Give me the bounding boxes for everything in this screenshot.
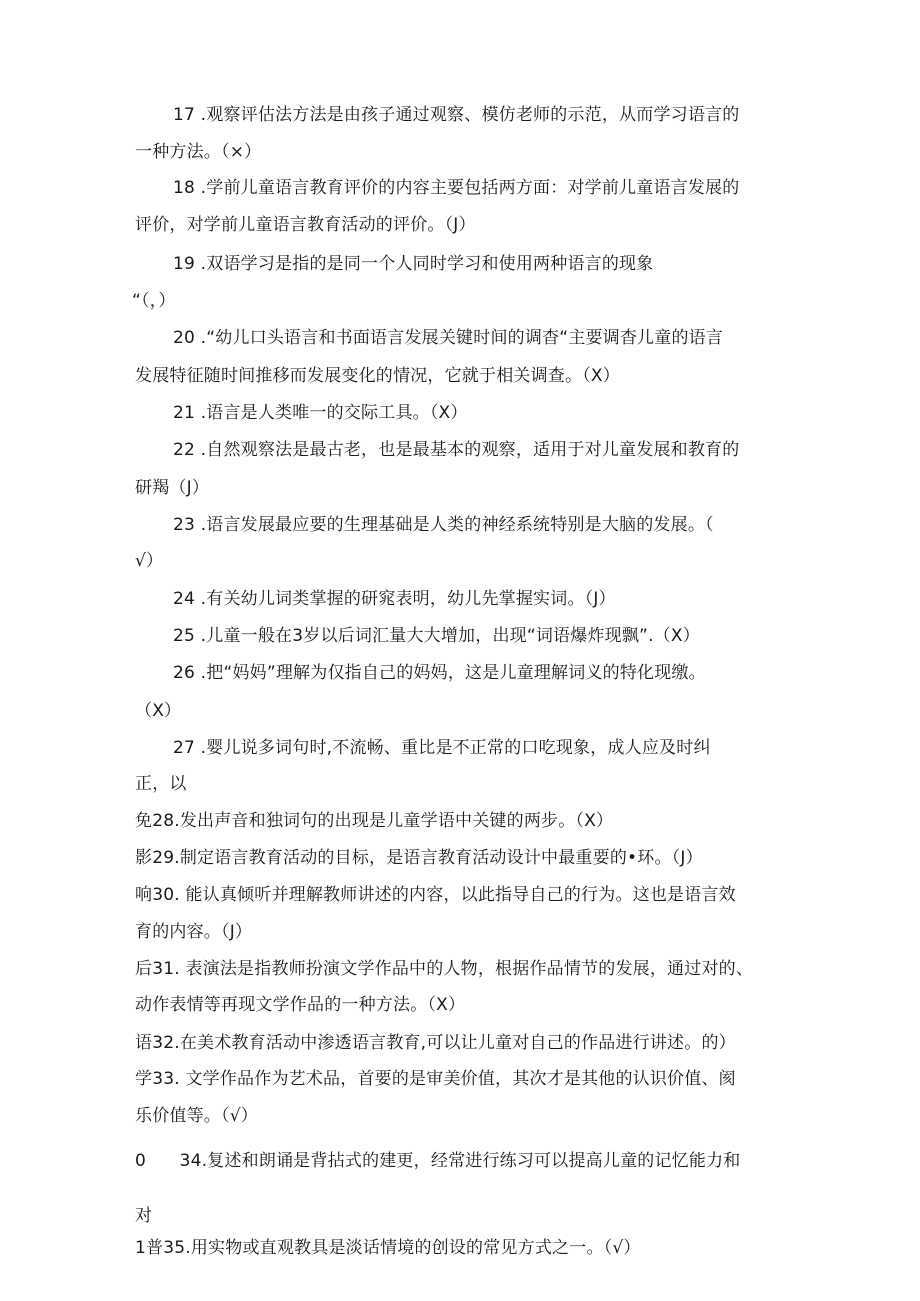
- item-24-line-1: 24 .有关幼儿词类掌握的研窕表明，幼儿先掌握实词。（J）: [173, 589, 616, 609]
- item-21-line-1: 21 .语言是人类唯一的交际工具。（X）: [173, 403, 468, 423]
- item-23-line-1: 23 .语言发展最应要的生理基础是人类的神经系统特别是大脑的发展。（: [173, 515, 714, 535]
- item-32-line-1: 语32.在美术教育活动中渗透语言教育,可以让儿童对自己的作品进行讲述。的）: [135, 1033, 736, 1053]
- item-23-line-2: √）: [135, 551, 164, 571]
- item-30-line-2: 育的内容。（J）: [135, 922, 253, 942]
- item-22-line-2: 研羯（J）: [135, 478, 210, 498]
- item-33-line-1: 学33. 文学作品作为艺术品，首要的是审美价值，其次才是其他的认识价值、阂: [135, 1069, 736, 1089]
- item-18-line-1: 18 .学前儿童语言教育评价的内容主要包括两方面：对学前儿童语言发展的: [173, 178, 740, 198]
- item-27-line-2: 正，以: [135, 774, 187, 794]
- item-35-line-1: 1普35.用实物或直观教具是淡话情境的创设的常见方式之一。（√）: [135, 1238, 641, 1258]
- item-28-line-1: 免28.发出声音和独词句的出现是儿童学语中关键的两步。（X）: [135, 811, 614, 831]
- item-30-line-1: 响30. 能认真倾听并理解教师讲述的内容，以此指导自己的行为。这也是语言效: [135, 885, 736, 905]
- item-27-line-1: 27 .婴儿说多词句时,不流畅、重比是不正常的口吃现象，成人应及时纠: [173, 738, 711, 758]
- item-34-line-2: 对: [135, 1206, 153, 1226]
- item-20-line-1: 20 .“幼儿口头语言和书面语言发展关键时间的调杳“主要调杳儿童的语言: [173, 328, 724, 348]
- item-26-line-1: 26 .把“妈妈”理解为仅指自己的妈妈，这是儿童理解词义的特化现缴。: [173, 663, 706, 683]
- item-25-line-1: 25 .儿童一般在3岁以后词汇量大大增加，出现“词语爆炸现飘”.（X）: [173, 626, 700, 646]
- item-22-line-1: 22 .自然观察法是最古老，也是最基本的观察，适用于对儿童发展和教育的: [173, 440, 740, 460]
- item-33-line-2: 乐价值等。（√）: [135, 1106, 258, 1126]
- item-17-line-1: 17 .观察评估法方法是由孩子通过观察、模仿老师的示范，从而学习语言的: [173, 105, 740, 125]
- item-34-line-1: 0 34.复述和朗诵是背拈式的建更，经常进行练习可以提高儿童的记忆能力和: [135, 1151, 741, 1171]
- item-29-line-1: 影29.制定语言教育活动的目标，是语言教育活动设计中最重要的•环。（J）: [135, 848, 703, 868]
- item-31-line-1: 后31. 表演法是指教师扮演文学作品中的人物，根据作品情节的发展，通过对的、: [135, 959, 754, 979]
- item-18-line-2: 评价，对学前儿童语言教育活动的评价。（J）: [135, 215, 476, 235]
- item-19-line-1: 19 .双语学习是指的是同一个人同时学习和使用两种语言的现象: [173, 254, 654, 274]
- item-31-line-2: 动作表情等再现文学作品的一种方法。（X）: [135, 995, 466, 1015]
- item-19-line-2: “（，）: [132, 291, 176, 311]
- item-20-line-2: 发展特征随时间推移而发展变化的情况，它就于相关调查。（X）: [135, 366, 620, 386]
- item-17-line-2: 一种方法。（×）: [135, 142, 262, 162]
- item-26-line-2: （X）: [135, 701, 182, 721]
